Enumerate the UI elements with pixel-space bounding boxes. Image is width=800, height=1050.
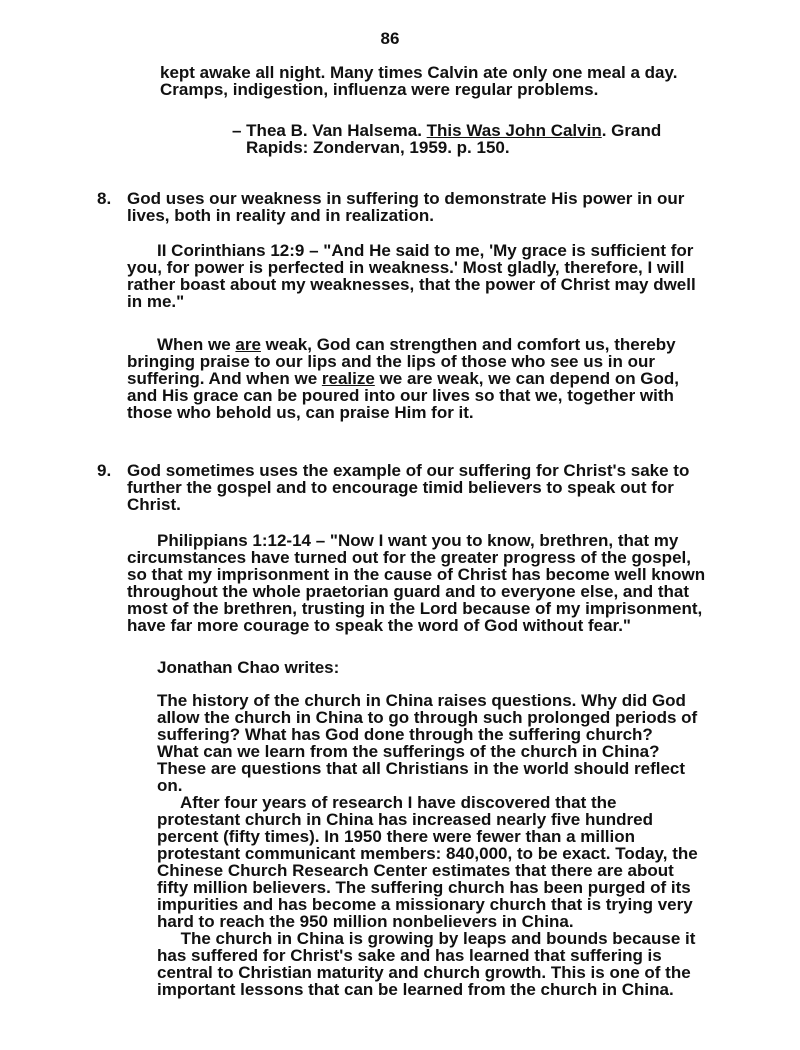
point-8-heading <box>127 190 684 224</box>
quote-line: suffering? What has God done through the suffering church? <box>157 725 653 744</box>
text-line: kept awake all night. Many times Calvin ate only one meal a day. <box>160 63 678 82</box>
text-line: most of the brethren, trusting in the Lord because of my imprisonment, <box>127 599 703 618</box>
opening-paragraph <box>160 64 677 98</box>
text-line: you, for power is perfected in weakness.' Most gladly, therefore, I will <box>127 258 685 277</box>
point-9-number: 9. <box>97 461 112 480</box>
quote-line: allow the church in China to go through such prolonged periods of <box>157 708 698 727</box>
text-line: so that my imprisonment in the cause of Christ has become well known <box>127 565 706 584</box>
text-line: Christ. <box>127 495 181 514</box>
text-line: circumstances have turned out for the greater progress of the gospel, <box>127 548 691 567</box>
text-line: God uses our weakness in suffering to demonstrate His power in our <box>127 189 685 208</box>
text-line: further the gospel and to encourage timid believers to speak out for <box>127 478 674 497</box>
emphasis-realize: realize <box>321 369 375 388</box>
emphasis-are: are <box>235 335 261 354</box>
point-8-scripture <box>127 242 696 310</box>
quote-line: These are questions that all Christians in the world should reflect <box>157 759 686 778</box>
quote-line: The history of the church in China raises questions. Why did God <box>157 691 686 710</box>
page-number: 86 <box>380 29 400 48</box>
block-quote <box>157 692 698 998</box>
quote-line: central to Christian maturity and church growth. This is one of the <box>157 963 691 982</box>
citation <box>232 122 661 156</box>
quote-line: fifty million believers. The suffering church has been purged of its <box>157 878 691 897</box>
text-line: Jonathan Chao writes: <box>157 658 340 677</box>
quote-line: What can we learn from the sufferings of the church in China? <box>157 742 660 761</box>
point-8-number: 8. <box>97 189 112 208</box>
citation-line: Rapids: Zondervan, 1959. p. 150. <box>246 138 510 157</box>
quote-line: on. <box>157 776 183 795</box>
citation-author: – Thea B. Van Halsema. <box>232 121 427 140</box>
text-line: throughout the whole praetorian guard and to everyone else, and that <box>127 582 690 601</box>
quote-line: impurities and has become a missionary church that is trying very <box>157 895 693 914</box>
quote-line: protestant communicant members: 840,000, to be exact. Today, the <box>157 844 698 863</box>
text-line: bringing praise to our lips and the lips of those who see us in our <box>127 352 655 371</box>
text-line: Philippians 1:12-14 – "Now I want you to know, brethren, that my <box>157 531 679 550</box>
quote-line: important lessons that can be learned from the church in China. <box>157 980 674 999</box>
quote-line: percent (fifty times). In 1950 there were fewer than a million <box>157 827 636 846</box>
point-8-comment <box>127 336 679 421</box>
text-line: in me." <box>127 292 185 311</box>
text-line: Cramps, indigestion, influenza were regular problems. <box>160 80 599 99</box>
text-line: suffering. And when we realize we are weak, we can depend on God, <box>127 369 680 388</box>
citation-line <box>232 122 661 139</box>
point-9-heading <box>127 462 689 513</box>
quote-line: After four years of research I have discovered that the <box>157 793 617 812</box>
text-line: II Corinthians 12:9 – "And He said to me, 'My grace is sufficient for <box>157 241 694 260</box>
text-line: When we are weak, God can strengthen and comfort us, thereby <box>157 335 676 354</box>
quote-line: The church in China is growing by leaps and bounds because it <box>157 929 696 948</box>
text-line: and His grace can be poured into our lives so that we, together with <box>127 386 674 405</box>
quote-line: Chinese Church Research Center estimates that there are about <box>157 861 674 880</box>
attribution <box>157 659 339 676</box>
text-line: have far more courage to speak the word of God without fear." <box>127 616 631 635</box>
quote-line: hard to reach the 950 million nonbelievers in China. <box>157 912 574 931</box>
text-line: those who behold us, can praise Him for it. <box>127 403 474 422</box>
point-9-scripture <box>127 532 705 634</box>
quote-line: has suffered for Christ's sake and has learned that suffering is <box>157 946 662 965</box>
citation-title: This Was John Calvin <box>426 121 602 140</box>
citation-place: . Grand <box>601 121 662 140</box>
text-line: God sometimes uses the example of our suffering for Christ's sake to <box>127 461 690 480</box>
text-line: rather boast about my weaknesses, that the power of Christ may dwell <box>127 275 696 294</box>
text-line: lives, both in reality and in realization. <box>127 206 435 225</box>
quote-line: protestant church in China has increased nearly five hundred <box>157 810 653 829</box>
